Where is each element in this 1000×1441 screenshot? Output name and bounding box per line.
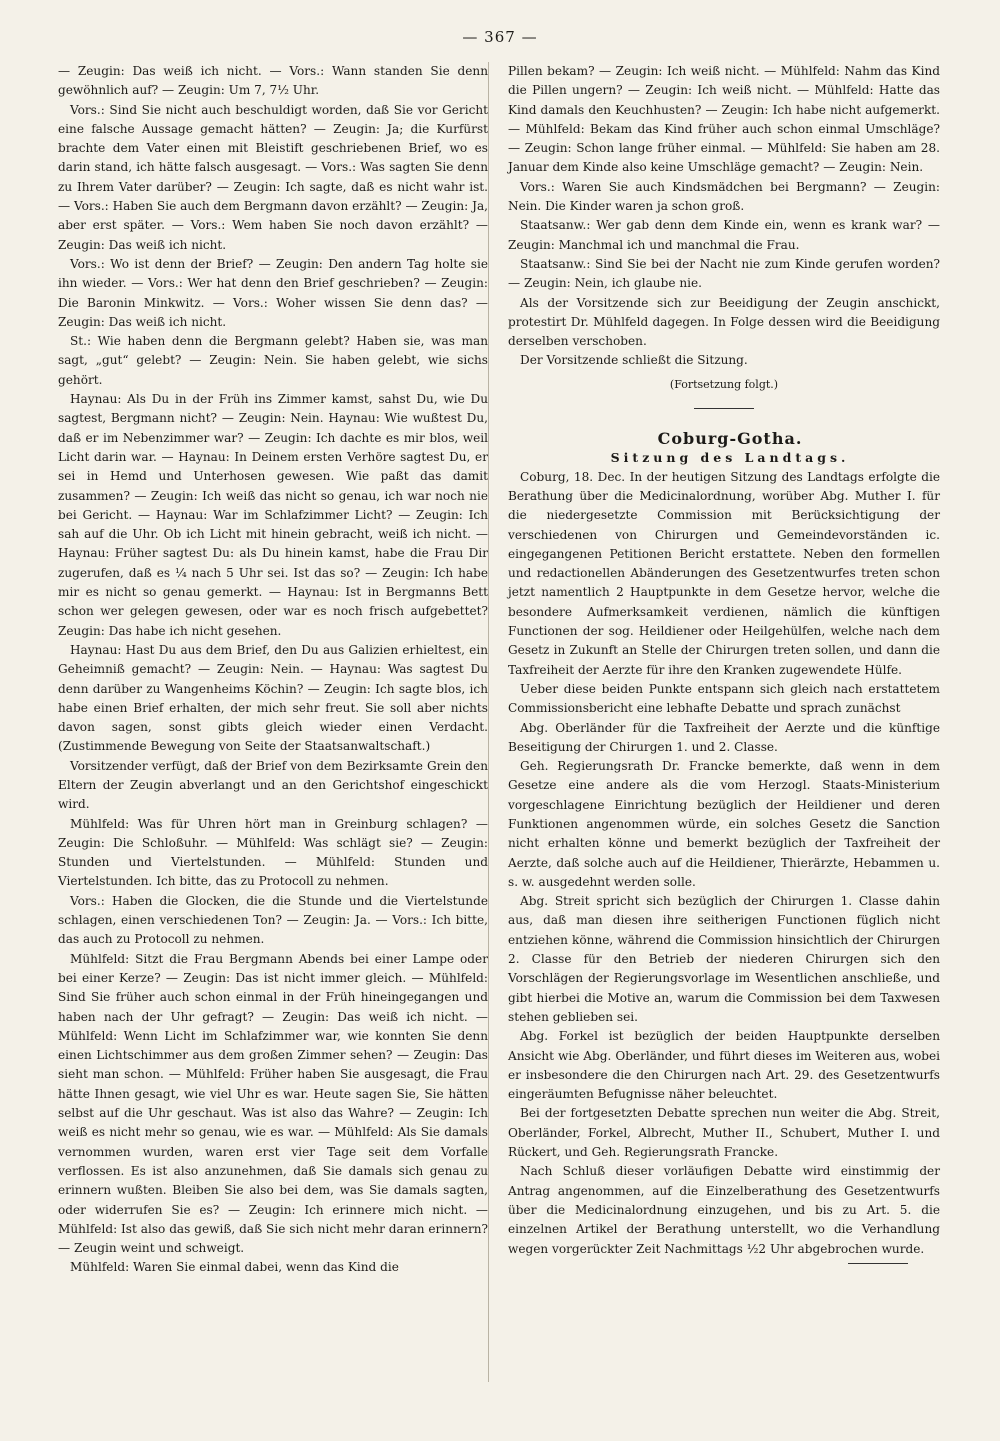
paragraph: Coburg, 18. Dec. In der heutigen Sitzung des Landtags erfolgte die Berathung über die Medicinalordnung, worüber Abg. Muther I. für die niedergesetzte Commission mit Berücksichtigung der verschiedenen von Chirurgen und Gemeindevorständen ic. eingegangenen Petitionen Bericht erstattete. Neben den formellen und redactionellen Abänderungen des Gesetzentwurfes treten schon jetzt namentlich 2 Hauptpunkte in dem Gesetze hervor, welche die besondere Aufmerksamkeit verdienen, nämlich die künftigen Functionen der sog. Heildiener oder Heilgehülfen, welche nach dem Gesetz in Zukunft an Stelle der Chirurgen treten sollen, und dann die Taxfreiheit der Aerzte für ihre den Kranken zugewendete Hülfe.: [508, 469, 940, 677]
page-number: — 367 —: [462, 28, 538, 46]
left-column: [58, 62, 488, 1278]
paragraph: Abg. Streit spricht sich bezüglich der Chirurgen 1. Classe dahin aus, daß man diesen ihre seitherigen Functionen füglich nicht entziehen könne, während die Commission hinsichtlich der Chirurgen 2. Classe für den Betrieb der niederen Chirurgen sich den Vorschlägen der Regierungsvorlage im Wesentlichen anschließe, und gibt hierbei die Motive an, warum die Commission bei dem Taxwesen stehen geblieben sei.: [508, 894, 940, 1024]
paragraph: Als der Vorsitzende sich zur Beeidigung der Zeugin anschickt, protestirt Dr. Mühlfeld dagegen. In Folge dessen wird die Beeidigung derselben verschoben.: [508, 295, 940, 349]
column-divider: [488, 62, 489, 1382]
paragraph: Geh. Regierungsrath Dr. Francke bemerkte, daß wenn in dem Gesetze eine andere als die vom Herzogl. Staats-Ministerium vorgeschlagene Einrichtung bezüglich der Heildiener und deren Funktionen angenommen würde, ein solches Gesetz die Sanction nicht erhalten könne und bemerkt bezüglich der Taxfreiheit der Aerzte, daß solche auch auf die Heildiener, Thierärzte, Hebammen u. s. w. ausgedehnt werden solle.: [508, 759, 940, 889]
paragraph: Haynau: Hast Du aus dem Brief, den Du aus Galizien erhieltest, ein Geheimniß gemacht? — Zeugin: Nein. — Haynau: Was sagtest Du denn darüber zu Wangenheims Köchin? — Zeugin: Ich sagte blos, ich habe einen Brief erhalten, der mich sehr freut. Sie soll aber nichts davon sagen, sonst gibts gleich wieder einen Verdacht. (Zustimmende Bewegung von Seite der Staatsanwaltschaft.): [58, 642, 488, 754]
end-rule: [848, 1263, 908, 1264]
paragraph: Nach Schluß dieser vorläufigen Debatte wird einstimmig der Antrag angenommen, auf die Einzelberathung des Gesetzentwurfs über die Medicinalordnung einzugehen, und bis zu Art. 5. die einzelnen Artikel der Berathung unterstellt, wo die Verhandlung wegen vorgerückter Zeit Nachmittags ½2 Uhr abgebrochen wurde.: [508, 1164, 940, 1256]
right-column: [508, 62, 940, 1264]
paragraph: Ueber diese beiden Punkte entspann sich gleich nach erstattetem Commissionsbericht eine lebhafte Debatte und sprach zunächst: [508, 681, 940, 716]
paragraph: Der Vorsitzende schließt die Sitzung.: [520, 353, 748, 368]
paragraph: Mühlfeld: Waren Sie einmal dabei, wenn das Kind die: [70, 1260, 399, 1275]
section-subtitle: Sitzung des Landtags.: [610, 450, 850, 466]
paragraph: Mühlfeld: Sitzt die Frau Bergmann Abends bei einer Lampe oder bei einer Kerze? — Zeugin: Das ist nicht immer gleich. — Mühlfeld: Sind Sie früher auch schon einmal in der Früh hineingegangen und haben nach der Uhr gefragt? — Zeugin: Das weiß ich nicht. — Mühlfeld: Wenn Licht im Schlafzimmer war, wie konnten Sie denn einen Lichtschimmer aus dem großen Zimmer sehen? — Zeugin: Das sieht man schon. — Mühlfeld: Früher haben Sie ausgesagt, die Frau hätte Ihnen gesagt, wie viel Uhr es war. Heute sagen Sie, Sie hätten selbst auf die Uhr geschaut. Was ist also das Wahre? — Zeugin: Ich weiß es nicht mehr so genau, wie es war. — Mühlfeld: Als Sie damals vernommen wurden, waren erst vier Tage seit dem Vorfalle verflossen. Es ist also anzunehmen, daß Sie damals sich genau zu erinnern wußten. Bleiben Sie also bei dem, was Sie damals sagten, oder widerrufen Sie es? — Zeugin: Ich erinnere mich nicht. — Mühlfeld: Ist also das gewiß, daß Sie sich nicht mehr daran erinnern? — Zeugin weint und schweigt.: [58, 951, 488, 1256]
paragraph: Vorsitzender verfügt, daß der Brief von dem Bezirksamte Grein den Eltern der Zeugin abverlangt und an den Gerichtshof eingeschickt wird.: [58, 758, 488, 812]
paragraph: Bei der fortgesetzten Debatte sprechen nun weiter die Abg. Streit, Oberländer, Forkel, Albrecht, Muther II., Schubert, Muther I. und Rückert, und Geh. Regierungsrath Francke.: [508, 1106, 940, 1160]
paragraph: Staatsanw.: Wer gab denn dem Kinde ein, wenn es krank war? — Zeugin: Manchmal ich und manchmal die Frau.: [508, 218, 940, 252]
paragraph: Pillen bekam? — Zeugin: Ich weiß nicht. — Mühlfeld: Nahm das Kind die Pillen ungern? — Zeugin: Ich weiß nicht. — Mühlfeld: Hatte das Kind damals den Keuchhusten? — Zeugin: Ich habe nicht aufgemerkt. — Mühlfeld: Bekam das Kind früher auch schon einmal Umschläge? — Zeugin: Schon lange früher einmal. — Mühlfeld: Sie haben am 28. Januar dem Kinde also keine Umschläge gemacht? — Zeugin: Nein.: [508, 64, 940, 175]
paragraph: Vors.: Sind Sie nicht auch beschuldigt worden, daß Sie vor Gericht eine falsche Aussage gemacht hätten? — Zeugin: Ja; die Kurfürst brachte dem Vater einen mit Bleistift geschriebenen Brief, wo es darin stand, ich hätte falsch ausgesagt. — Vors.: Was sagten Sie denn zu Ihrem Vater darüber? — Zeugin: Ich sagte, daß es nicht wahr ist. — Vors.: Haben Sie auch dem Bergmann davon erzählt? — Zeugin: Ja, aber erst später. — Vors.: Wem haben Sie noch davon erzählt? — Zeugin: Das weiß ich nicht.: [58, 102, 488, 252]
paragraph: Abg. Forkel ist bezüglich der beiden Hauptpunkte derselben Ansicht wie Abg. Oberländer, und führt dieses im Weiteren aus, wobei er insbesondere die den Chirurgen nach Art. 29. des Gesetzentwurfs eingeräumten Befugnisse näher beleuchtet.: [508, 1029, 940, 1102]
paragraph: Vors.: Wo ist denn der Brief? — Zeugin: Den andern Tag holte sie ihn wieder. — Vors.: Wer hat denn den Brief geschrieben? — Zeugin: Die Baronin Minkwitz. — Vors.: Woher wissen Sie denn das? — Zeugin: Das weiß ich nicht.: [58, 256, 488, 329]
section-rule: [694, 408, 754, 409]
continued-note: (Fortsetzung folgt.): [669, 377, 779, 391]
paragraph: Vors.: Waren Sie auch Kindsmädchen bei Bergmann? — Zeugin: Nein. Die Kinder waren ja schon groß.: [508, 179, 940, 214]
section-title: Coburg-Gotha.: [657, 429, 803, 449]
paragraph: St.: Wie haben denn die Bergmann gelebt? Haben sie, was man sagt, „gut“ gelebt? — Zeugin: Nein. Sie haben gelebt, wie sichs gehört.: [58, 334, 488, 387]
paragraph: Vors.: Haben die Glocken, die die Stunde und die Viertelstunde schlagen, einen verschiedenen Ton? — Zeugin: Ja. — Vors.: Ich bitte, das auch zu Protocoll zu nehmen.: [58, 893, 488, 947]
paragraph: — Zeugin: Das weiß ich nicht. — Vors.: Wann standen Sie denn gewöhnlich auf? — Zeugin: Um 7, 7½ Uhr.: [58, 64, 488, 98]
paragraph: Haynau: Als Du in der Früh ins Zimmer kamst, sahst Du, wie Du sagtest, Bergmann nicht? — Zeugin: Nein. Haynau: Wie wußtest Du, daß er im Nebenzimmer war? — Zeugin: Ich dachte es mir blos, weil Licht darin war. — Haynau: In Deinem ersten Verhöre sagtest Du, er sei in Hemd und Unterhosen gewesen. Wie paßt das damit zusammen? — Zeugin: Ich weiß das nicht so genau, ich war noch nie bei Gericht. — Haynau: War im Schlafzimmer Licht? — Zeugin: Ich sah auf die Uhr. Ob ich Licht mit hinein gebracht, weiß ich nicht. — Haynau: Früher sagtest Du: als Du hinein kamst, habe die Frau Dir zugerufen, daß es ¼ nach 5 Uhr sei. Ist das so? — Zeugin: Ich habe mir es nicht so genau gemerkt. — Haynau: Ist in Bergmanns Bett schon wer gelegen gewesen, oder war es noch frisch aufgebettet? Zeugin: Das habe ich nicht gesehen.: [58, 392, 488, 638]
paragraph: Mühlfeld: Was für Uhren hört man in Greinburg schlagen? — Zeugin: Die Schloßuhr. — Mühlfeld: Was schlägt sie? — Zeugin: Stunden und Viertelstunden. — Mühlfeld: Stunden und Viertelstunden. Ich bitte, das zu Protocoll zu nehmen.: [58, 816, 488, 889]
paragraph: Abg. Oberländer für die Taxfreiheit der Aerzte und die künftige Beseitigung der Chirurgen 1. und 2. Classe.: [508, 720, 940, 754]
paragraph: Staatsanw.: Sind Sie bei der Nacht nie zum Kinde gerufen worden? — Zeugin: Nein, ich glaube nie.: [508, 256, 940, 291]
